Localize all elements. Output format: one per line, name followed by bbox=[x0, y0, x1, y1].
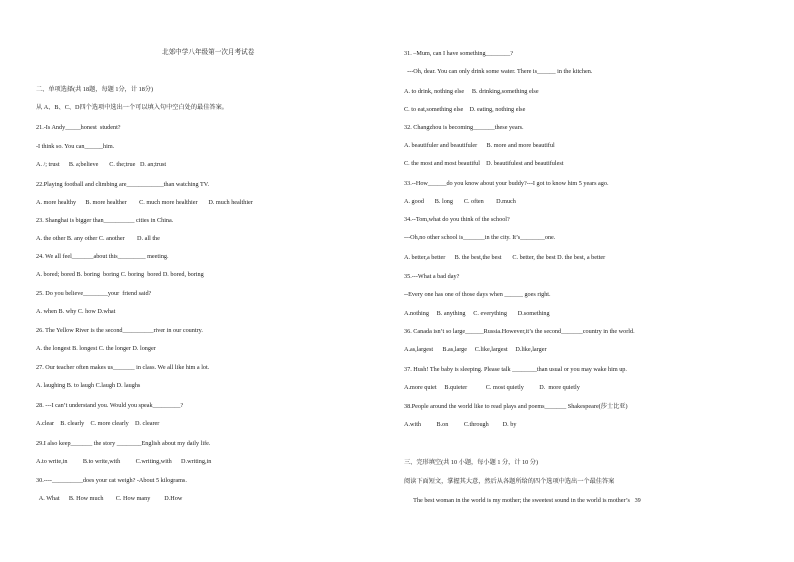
left-question-stem: 25. Do you believe________your friend said? bbox=[36, 290, 152, 297]
left-question-stem: 27. Our teacher often makes us_______ in class. We all like him a lot. bbox=[36, 364, 210, 371]
right-question-stem: 34.--Tom,what do you think of the school? bbox=[404, 216, 510, 223]
left-question-options: A. /; trust B. a;believe C. the;true D. an;trust bbox=[36, 161, 167, 168]
left-question-options: A. laughing B. to laugh C.laugh D. laughs bbox=[36, 382, 141, 389]
right-question-stem: A. better,a better B. the best,the best C. better, the best D. the best, a better bbox=[404, 254, 606, 261]
left-question-options: A. What B. How much C. How many D.How bbox=[36, 495, 183, 502]
section3-heading: 三、完形填空(共 10 小题，每小题 1 分，计 10 分) bbox=[404, 459, 539, 466]
right-question-stem: 37. Hush! The baby is sleeping. Please talk ________than usual or you may wake him up. bbox=[404, 366, 627, 373]
right-question-options: A.with B.on C.through D. by bbox=[404, 421, 517, 428]
left-question-options: A. the longest B. longest C. the longer D. longer bbox=[36, 345, 156, 352]
right-question-options: A.more quiet B.quieter C. most quietly D. more quietly bbox=[404, 384, 580, 391]
section-instruction: 从 A、B、C、D四个选项中选出一个可以填入句中空白处的最佳答案。 bbox=[36, 104, 228, 111]
left-question-stem: 23. Shanghai is bigger than__________ cities in China. bbox=[36, 217, 174, 224]
right-question-stem: 33.--How______do you know about your buddy?---I got to know him 5 years ago. bbox=[404, 180, 609, 187]
right-question-options: --Every one has one of those days when ______ goes right. bbox=[404, 291, 551, 298]
right-question-stem: C. the most and most beautiful D. beautifulest and beautifulest bbox=[404, 160, 564, 167]
right-question-stem: 31. –Mum, can I have something________? bbox=[404, 50, 514, 57]
right-question-stem: 38.People around the world like to read plays and poems_______ Shakespeare(莎士比亚) bbox=[404, 403, 628, 410]
right-question-stem: 36. Canada isn’t so large______Russia.However,it’s the second_______country in the world. bbox=[404, 328, 635, 335]
section3-instruction: 阅读下面短文，掌握其大意，然后从各题所给的四个选项中选出一个最佳答案 bbox=[404, 478, 615, 485]
left-question-options: A. when B. why C. how D.what bbox=[36, 308, 116, 315]
left-question-stem: -I think so. You can______him. bbox=[36, 143, 115, 150]
section-heading: 二、单项选择(共 18题，每题 1分，计 18分) bbox=[36, 86, 154, 93]
left-question-options: A. more healthy B. more healther C. much more healthier D. much healthier bbox=[36, 199, 253, 206]
left-question-stem: 21.-Is Andy_____honest student? bbox=[36, 124, 121, 131]
left-question-stem: 28. ---I can’t understand you. Would you speak_________? bbox=[36, 402, 184, 409]
left-question-options: A.to write,in B.to write,with C.writing,with D.writing,in bbox=[36, 458, 212, 465]
right-question-options: A.as,largest B.as,large C.like,largest D.like,larger bbox=[404, 346, 547, 353]
right-question-stem: 32. Changzhou is becoming_______these years. bbox=[404, 124, 524, 131]
left-question-options: A. the other B. any other C. another D. all the bbox=[36, 235, 160, 242]
right-question-stem: A.nothing B. anything C. everything D.something bbox=[404, 310, 550, 317]
right-question-stem: 35.---What a bad day? bbox=[404, 273, 460, 280]
left-question-stem: 22.Playing football and climbing are____________than watching TV. bbox=[36, 181, 209, 188]
left-question-stem: 24. We all feel_______about this_________ meeting. bbox=[36, 253, 169, 260]
left-question-stem: 30.----__________does your cat weigh? -About 5 kilograms. bbox=[36, 477, 187, 484]
right-question-options: ---Oh, dear. You can only drink some water. There is______ in the kitchen. bbox=[404, 68, 593, 75]
left-question-options: A.clear B. clearly C. more clearly D. clearer bbox=[36, 420, 160, 427]
right-question-options: A. beautifuler and beautifuler B. more and more beautiful bbox=[404, 142, 555, 149]
right-question-options: C. to eat,something else D. eating, nothing else bbox=[404, 106, 526, 113]
left-question-options: A. bored; bored B. boring boring C. boring bored D. bored, boring bbox=[36, 271, 204, 278]
passage-line: The best woman in the world is my mother; the sweetest sound in the world is mother’s 39 bbox=[404, 497, 641, 504]
right-question-options: A. good B. long C. often D.much bbox=[404, 198, 516, 205]
right-question-options: ---Oh,no other school is_______in the city. It’s________one. bbox=[404, 234, 556, 241]
right-question-stem: A. to drink, nothing else B. drinking,something else bbox=[404, 88, 539, 95]
exam-title: 北郊中学八年级第一次月考试卷 bbox=[162, 49, 255, 56]
left-question-stem: 26. The Yellow River is the second__________river in our country. bbox=[36, 327, 203, 334]
left-question-stem: 29.I also keep_______ the story ________English about my daily life. bbox=[36, 440, 211, 447]
